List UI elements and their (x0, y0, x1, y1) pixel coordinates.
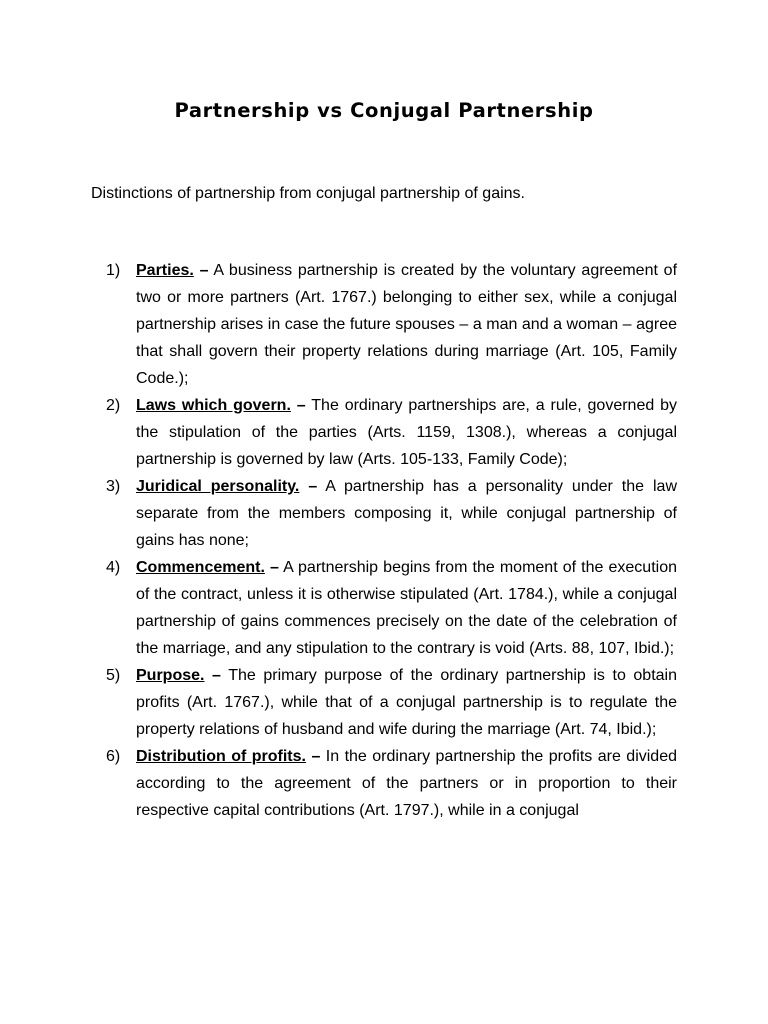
item-number: 1) (106, 262, 121, 279)
distinctions-list (106, 257, 677, 824)
item-heading: Purpose. (136, 667, 205, 684)
item-dash: – (308, 478, 318, 495)
item-text: A business partnership is created by the voluntary agreement of two or more partners (Art. 1767.) belonging to either sex, while a conjugal partnership arises in case the future spouses – a man and a woman – agree that shall govern their property relations during marriage (Art. 105, Family Code.); (136, 262, 678, 387)
item-text: A partnership begins from the moment of the execution of the contract, unless it is otherwise stipulated (Art. 1784.), while a conjugal partnership of gains commences precisely on the date of the celebration of the marriage, and any stipulation to the contrary is void (Arts. 88, 107, Ibid.); (136, 559, 677, 657)
item-number: 6) (106, 748, 121, 765)
list-item (106, 554, 677, 662)
item-text: The primary purpose of the ordinary partnership is to obtain profits (Art. 1767.), while that of a conjugal partnership is to regulate the property relations of husband and wife during the marriage (Art. 74, Ibid.); (136, 667, 677, 738)
item-text: The ordinary partnerships are, a rule, governed by the stipulation of the parties (Arts. 1159, 1308.), whereas a conjugal partnership is governed by law (Arts. 105-133, Family Code); (136, 397, 678, 468)
item-text: In the ordinary partnership the profits are divided according to the agreement of the partners or in proportion to their respective capital contributions (Art. 1797.), while in a conjugal (136, 748, 677, 819)
item-heading: Distribution of profits. (136, 748, 306, 765)
item-number: 5) (106, 667, 121, 684)
item-heading: Laws which govern. (136, 397, 291, 414)
item-text: A partnership has a personality under the law separate from the members composing it, while conjugal partnership of gains has none; (136, 478, 677, 549)
list-item (106, 662, 677, 743)
item-dash: – (311, 748, 321, 765)
item-heading: Parties. (136, 262, 194, 279)
item-dash: – (270, 559, 279, 576)
item-number: 3) (106, 478, 121, 495)
list-item (106, 392, 677, 473)
intro-paragraph: Distinctions of partnership from conjugal partnership of gains. (91, 185, 525, 202)
item-number: 2) (106, 397, 121, 414)
item-dash: – (296, 397, 306, 414)
list-item (106, 473, 677, 554)
item-heading: Juridical personality. (136, 478, 300, 495)
item-heading: Commencement. (136, 559, 265, 576)
list-item (106, 257, 677, 392)
item-number: 4) (106, 559, 121, 576)
list-item (106, 743, 677, 824)
item-dash: – (212, 667, 221, 684)
item-dash: – (199, 262, 209, 279)
document-title: Partnership vs Conjugal Partnership (174, 99, 594, 122)
